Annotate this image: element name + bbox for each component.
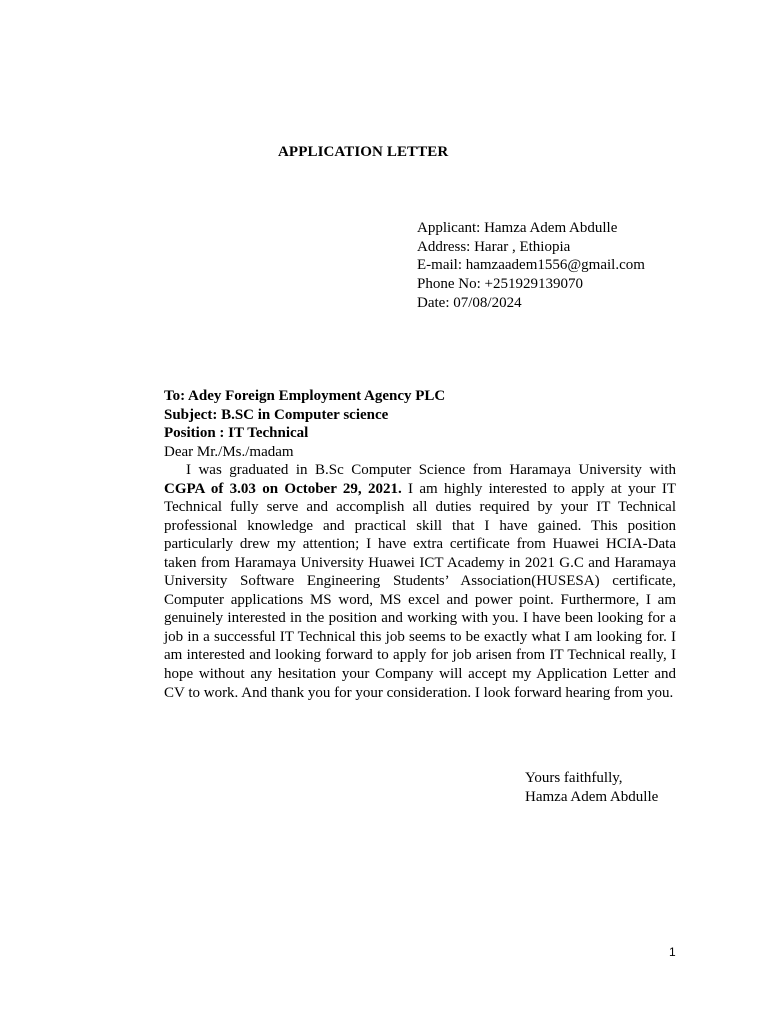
sender-block bbox=[417, 219, 645, 312]
body-text-part1: I was graduated in B.Sc Computer Science from Haramaya University with bbox=[186, 462, 676, 478]
recipient-to: To: Adey Foreign Employment Agency PLC bbox=[164, 388, 446, 404]
letter-body bbox=[164, 461, 676, 702]
signature-name: Hamza Adem Abdulle bbox=[525, 788, 659, 805]
document-title: APPLICATION LETTER bbox=[278, 144, 449, 160]
applicant-address: Address: Harar , Ethiopia bbox=[417, 238, 571, 255]
valediction: Yours faithfully, bbox=[525, 770, 623, 786]
salutation: Dear Mr./Ms./madam bbox=[164, 444, 294, 461]
body-text-part2: I am highly interested to apply at your IT Technical fully serve and accomplish all duties required by your IT Technical professional knowledge and practical skill that I have gained. This position particularly drew my attention; I have extra certificate from Huawei HCIA-Data taken from Haramaya University Huawei ICT Academy in 2021 G.C and Haramaya University Software Engineering Students’ Association(HUSESA) certificate, Computer applications MS word, MS excel and power point. Furthermore, I am genuinely interested in the position and working with you. I have been looking for a job in a successful IT Technical this job seems to be exactly what I am looking for. I am interested and looking forward to apply for job arisen from IT Technical really, I hope without any hesitation your Company will accept my Application Letter and CV to work. And thank you for your consideration. I look forward hearing from you. bbox=[164, 480, 676, 701]
letter-date: Date: 07/08/2024 bbox=[417, 294, 522, 311]
letter-position: Position : IT Technical bbox=[164, 425, 309, 442]
applicant-name: Applicant: Hamza Adem Abdulle bbox=[417, 220, 618, 236]
page-number: 1 bbox=[669, 945, 676, 959]
body-text-cgpa: CGPA of 3.03 on October 29, 2021. bbox=[164, 480, 402, 497]
closing-block bbox=[525, 769, 658, 806]
letter-subject: Subject: B.SC in Computer science bbox=[164, 406, 389, 423]
recipient-block bbox=[164, 387, 676, 462]
applicant-email: E-mail: hamzaadem1556@gmail.com bbox=[417, 257, 645, 274]
applicant-phone: Phone No: +251929139070 bbox=[417, 276, 583, 293]
